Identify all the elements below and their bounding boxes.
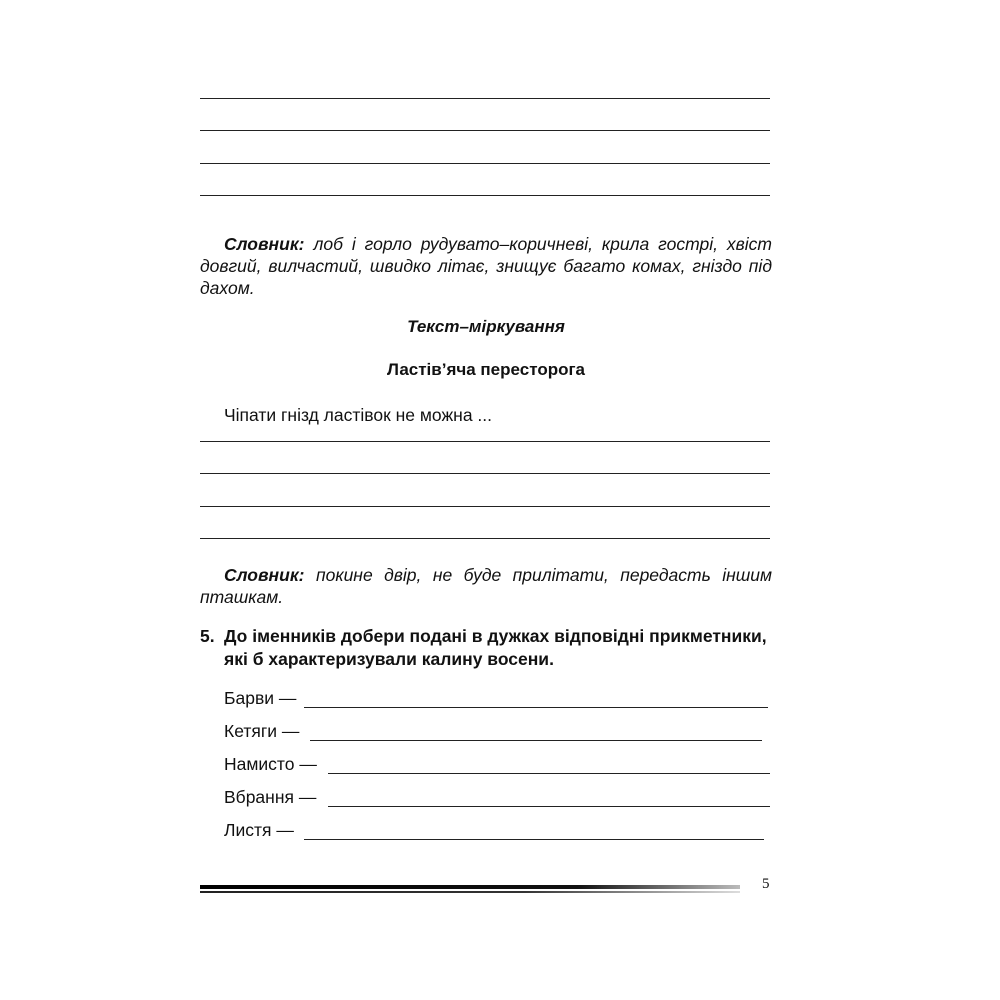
page-number: 5 (762, 876, 770, 892)
vocabulary-paragraph (200, 233, 772, 299)
noun-label: Намисто — (224, 754, 317, 774)
answer-line (310, 740, 762, 741)
answer-line (200, 506, 770, 507)
answer-line (328, 773, 770, 774)
footer-rule (200, 885, 740, 889)
task-number: 5. (200, 626, 215, 646)
noun-label: Кетяги — (224, 721, 300, 741)
vocabulary-text: лоб і горло рудувато–коричневі, крила гострі, хвіст довгий, вилчастий, швидко літає, знищує багато комах, гніздо під дахом. (200, 234, 772, 298)
noun-label: Вбрання — (224, 787, 317, 807)
section-title: Текст–міркування (407, 317, 565, 336)
answer-line (304, 707, 768, 708)
answer-line (200, 441, 770, 442)
answer-line (328, 806, 770, 807)
story-title: Ластів’яча пересторога (386, 360, 586, 379)
footer-rule-thin (200, 891, 740, 893)
noun-label: Листя — (224, 820, 294, 840)
answer-line (200, 130, 770, 131)
answer-line (200, 538, 770, 539)
vocabulary-paragraph (200, 564, 772, 608)
story-start: Чіпати гнізд ластівок не можна ... (224, 405, 493, 425)
noun-label: Барви — (224, 688, 297, 708)
answer-line (200, 163, 770, 164)
vocabulary-text: покине двір, не буде прилітати, передасть іншим пташкам. (200, 565, 772, 607)
answer-line (200, 195, 770, 196)
vocabulary-label: Словник: (224, 234, 305, 254)
answer-line (200, 98, 770, 99)
answer-line (304, 839, 764, 840)
vocabulary-label: Словник: (224, 565, 305, 585)
task-text: До іменників добери подані в дужках відповідні прикметники, які б характеризували калину восени. (224, 626, 767, 669)
answer-line (200, 473, 770, 474)
